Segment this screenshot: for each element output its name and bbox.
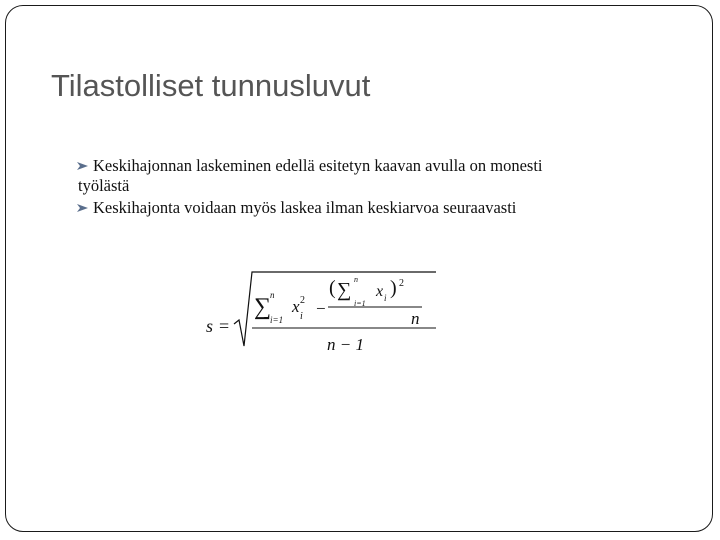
close-paren: ) [390,277,397,299]
inner-x-subscript: i [384,293,387,303]
inner-sum-lower: i=1 [354,299,366,308]
bullet-list [76,156,666,220]
minus-sign: − [316,299,326,318]
square-exponent: 2 [300,295,305,306]
formula-lhs: s [206,316,214,336]
x-subscript: i [300,311,303,322]
bullet-item [76,156,666,196]
slide [5,5,713,532]
x-variable: x [292,297,300,316]
bullet-item [76,198,666,218]
inner-denominator: n [411,309,420,328]
sum-symbol: ∑ [254,294,272,320]
slide-title: Tilastolliset tunnusluvut [51,68,371,103]
bullet-text: Keskihajonta voidaan myös laskea ilman keskiarvoa seuraavasti [93,198,517,217]
open-paren: ( [329,277,336,299]
inner-square-exponent: 2 [399,278,404,289]
bullet-text-continued: työlästä [78,176,130,195]
inner-sum-symbol: ∑ [337,279,352,301]
sum-upper: n [270,290,275,300]
sum-lower: i=1 [270,315,284,325]
main-denominator: n − 1 [327,335,364,354]
bullet-text: Keskihajonnan laskeminen edellä esitetyn kaavan avulla on monesti [93,156,543,175]
inner-sum-upper: n [354,275,358,284]
arrow-bullet-icon [76,203,90,213]
inner-x-variable: x [376,283,384,300]
formula-equals: = [219,316,230,336]
std-dev-formula [204,268,444,358]
arrow-bullet-icon [76,161,90,171]
